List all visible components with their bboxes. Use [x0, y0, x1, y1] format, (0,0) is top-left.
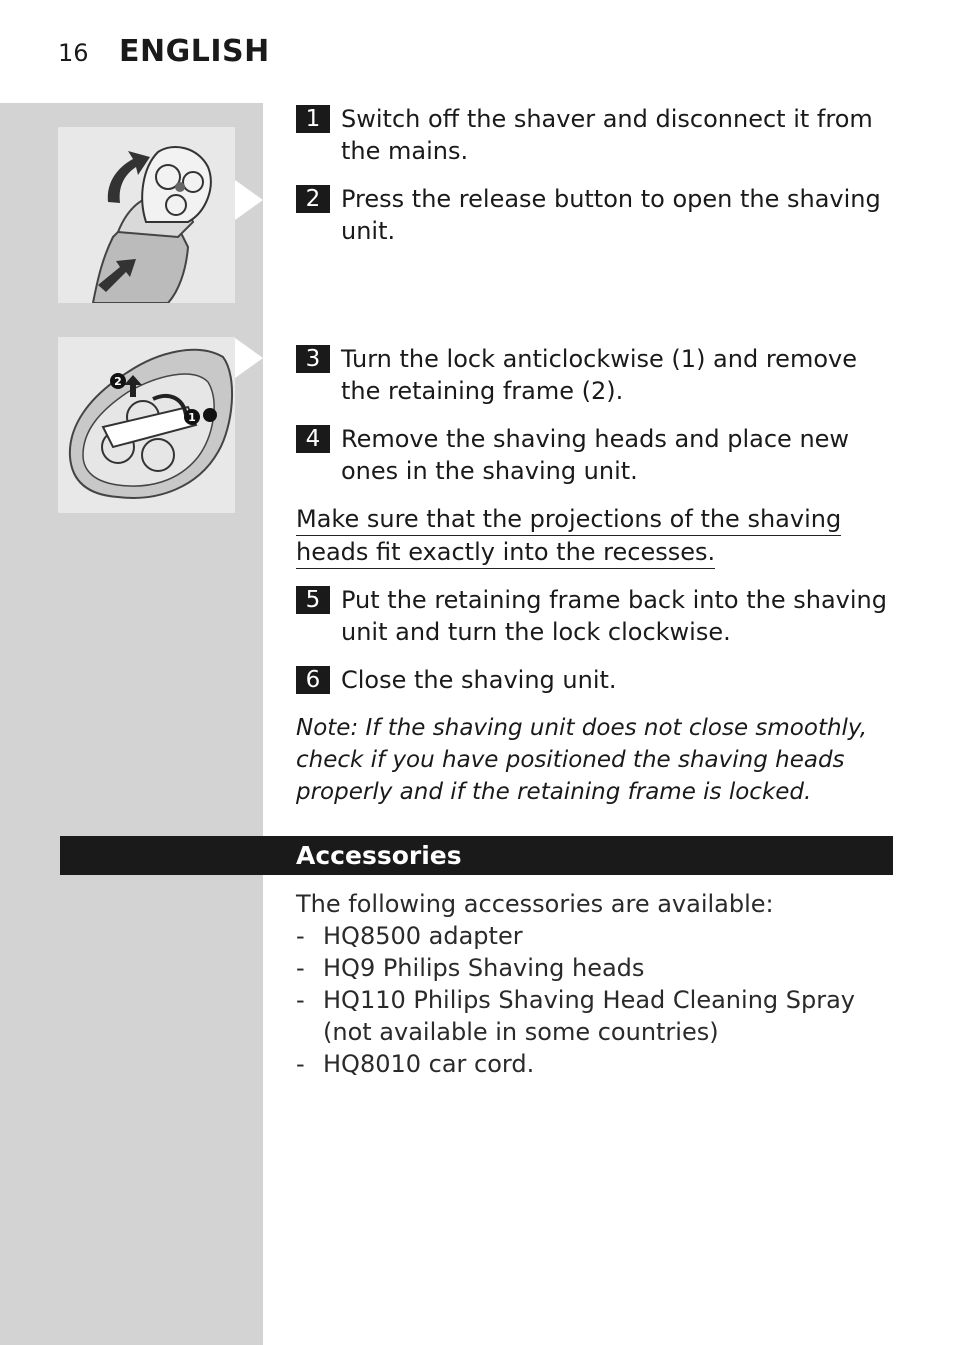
step-number: 1 — [296, 105, 330, 133]
open-shaver-icon — [58, 127, 235, 303]
accessories-intro: The following accessories are available: — [296, 890, 774, 918]
list-item: - HQ8010 car cord. — [296, 1048, 896, 1080]
step-text: Remove the shaving heads and place new ones in the shaving unit. — [341, 425, 850, 485]
retaining-frame-icon — [58, 337, 235, 513]
section-heading-bar — [60, 836, 893, 875]
step-5 — [296, 584, 896, 648]
page-language-title: ENGLISH — [119, 34, 270, 69]
fig-label-1: 1 — [188, 411, 196, 424]
section-title: Accessories — [296, 841, 462, 870]
warning-line: Make sure that the projections of the shaving — [296, 503, 841, 536]
step-number: 3 — [296, 345, 330, 373]
list-item: - HQ8500 adapter — [296, 920, 896, 952]
step-number: 5 — [296, 586, 330, 614]
page-number: 16 — [58, 39, 89, 67]
step-1 — [296, 103, 896, 167]
step-6 — [296, 664, 896, 696]
illustration-pointer — [235, 338, 263, 378]
step-text: Turn the lock anticlockwise (1) and remove the retaining frame (2). — [341, 345, 857, 405]
note-text: Note: If the shaving unit does not close smoothly, check if you have positioned the shaving heads properly and if the retaining frame is locked. — [296, 715, 868, 805]
fig-label-2: 2 — [114, 375, 122, 388]
step-number: 6 — [296, 666, 330, 694]
step-number: 4 — [296, 425, 330, 453]
step-4 — [296, 423, 896, 487]
step-text: Close the shaving unit. — [341, 666, 617, 694]
step-text: Put the retaining frame back into the shaving unit and turn the lock clockwise. — [341, 586, 887, 646]
list-item: - HQ9 Philips Shaving heads — [296, 952, 896, 984]
accessories-list — [296, 888, 896, 1080]
list-item: - HQ110 Philips Shaving Head Cleaning Spray (not available in some countries) — [296, 984, 896, 1048]
step-text: Switch off the shaver and disconnect it from the mains. — [341, 105, 873, 165]
step-text: Press the release button to open the shaving unit. — [341, 185, 881, 245]
warning-line: heads fit exactly into the recesses. — [296, 536, 715, 569]
step-3 — [296, 343, 896, 407]
step-2 — [296, 183, 896, 247]
step-number: 2 — [296, 185, 330, 213]
illustration-pointer — [235, 180, 263, 220]
warning-text — [296, 503, 896, 569]
